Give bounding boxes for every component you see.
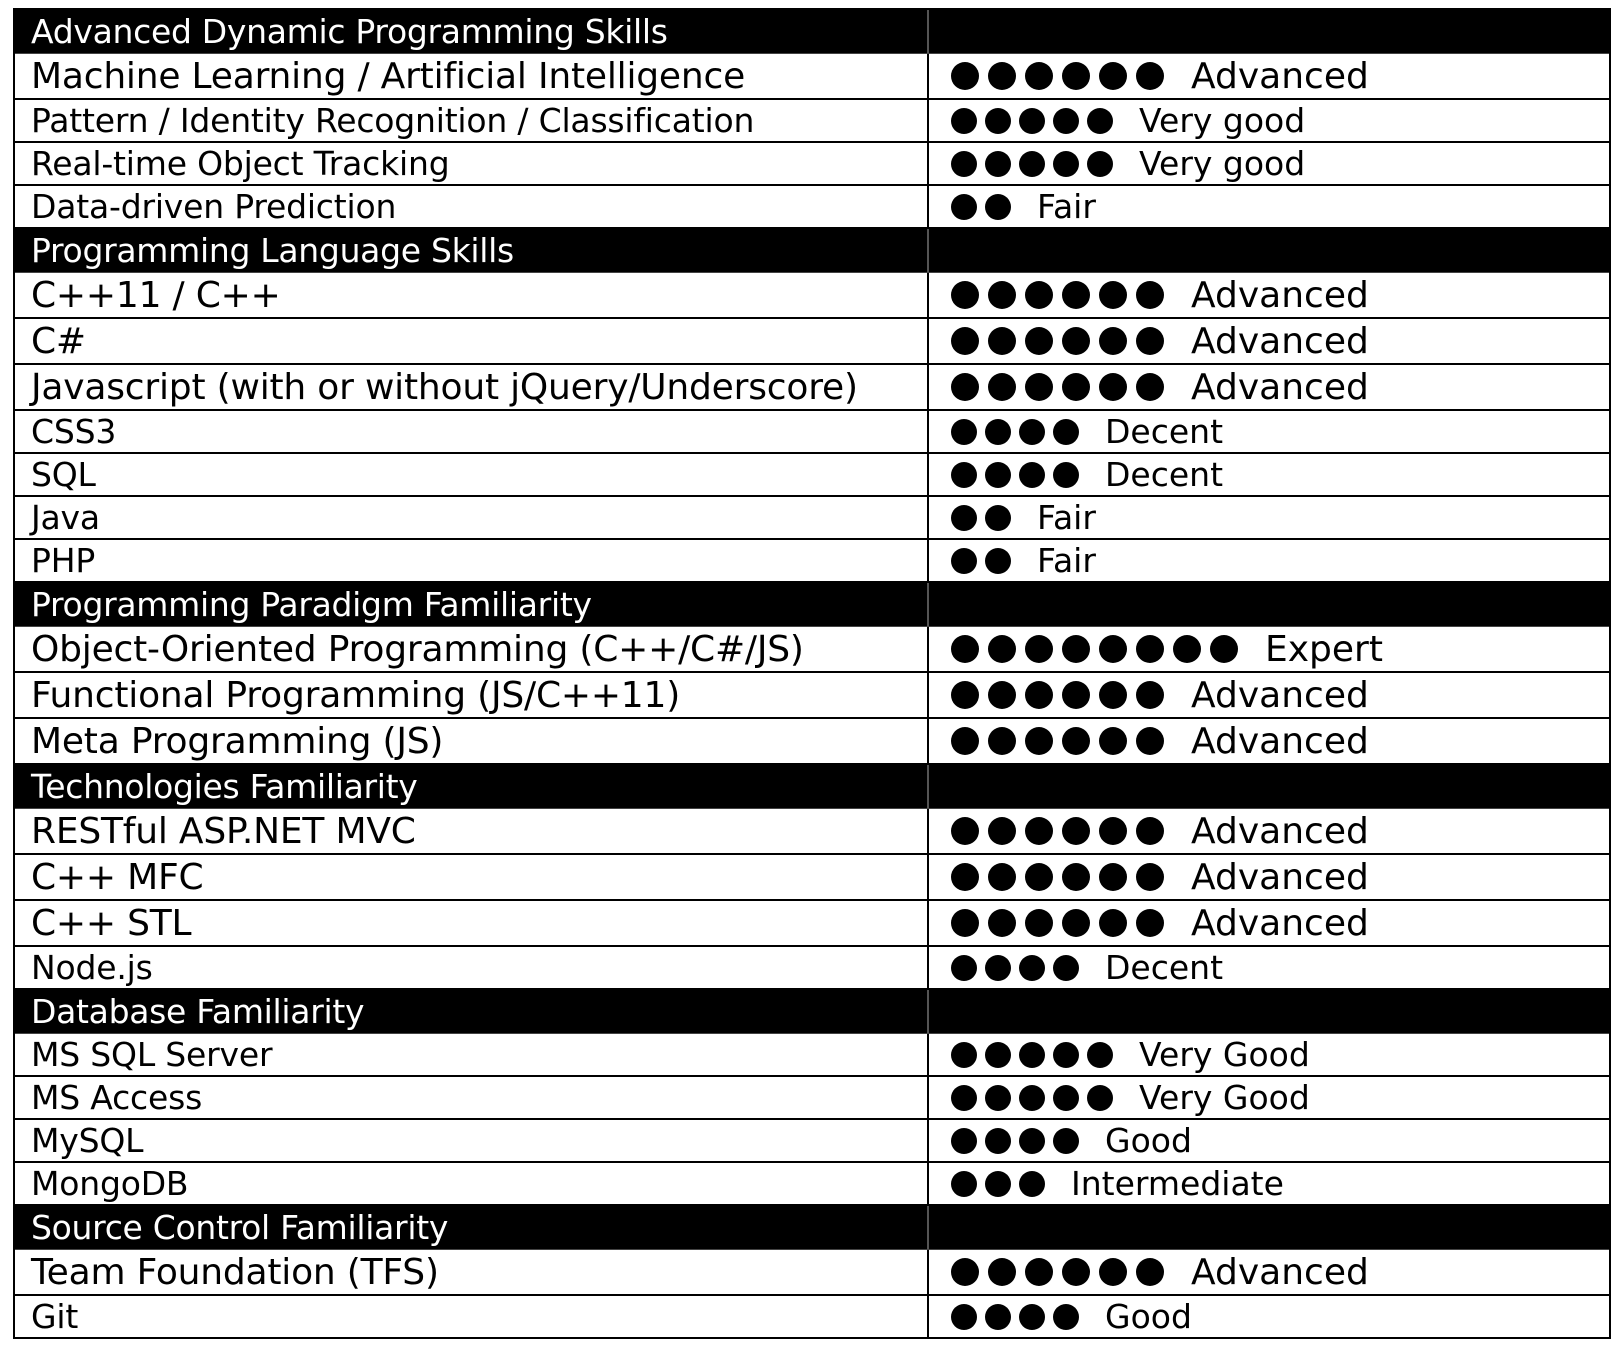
rating-dot-icon bbox=[1019, 151, 1045, 177]
skill-name: MS SQL Server bbox=[31, 1035, 273, 1074]
skill-rating-dots bbox=[951, 727, 1173, 755]
rating-dot-icon bbox=[1136, 727, 1164, 755]
section-header bbox=[15, 990, 1609, 1034]
skill-row bbox=[15, 143, 1609, 186]
rating-dot-icon bbox=[951, 194, 977, 220]
rating-dot-icon bbox=[951, 1042, 977, 1068]
skill-name: MongoDB bbox=[31, 1164, 189, 1203]
rating-dot-icon bbox=[1136, 1258, 1164, 1286]
rating-dot-icon bbox=[951, 281, 979, 309]
section-header bbox=[15, 229, 1609, 273]
skill-row bbox=[15, 627, 1609, 673]
rating-dot-icon bbox=[1099, 635, 1127, 663]
skill-name: SQL bbox=[31, 455, 96, 494]
skill-rating-dots bbox=[951, 108, 1121, 134]
skill-level: Expert bbox=[1265, 628, 1383, 670]
section-title: Database Familiarity bbox=[31, 992, 365, 1031]
skill-row bbox=[15, 1296, 1609, 1339]
rating-dot-icon bbox=[1053, 1304, 1079, 1330]
rating-dot-icon bbox=[988, 817, 1016, 845]
skill-level: Decent bbox=[1105, 412, 1224, 451]
rating-dot-icon bbox=[1019, 462, 1045, 488]
rating-dot-icon bbox=[1062, 635, 1090, 663]
rating-dot-icon bbox=[1025, 863, 1053, 891]
skill-rating-dots bbox=[951, 327, 1173, 355]
rating-dot-icon bbox=[1025, 681, 1053, 709]
section-header bbox=[15, 1206, 1609, 1250]
skill-name: C++ MFC bbox=[31, 856, 204, 898]
rating-dot-icon bbox=[1019, 419, 1045, 445]
skill-level: Fair bbox=[1037, 541, 1096, 580]
skill-rating-dots bbox=[951, 419, 1087, 445]
skill-name: MySQL bbox=[31, 1121, 144, 1160]
rating-dot-icon bbox=[951, 817, 979, 845]
skill-rating-dots bbox=[951, 194, 1019, 220]
rating-dot-icon bbox=[1099, 681, 1127, 709]
skill-rating-dots bbox=[951, 863, 1173, 891]
skill-row bbox=[15, 809, 1609, 855]
skill-level: Advanced bbox=[1191, 810, 1369, 852]
skill-row bbox=[15, 719, 1609, 765]
skill-rating-dots bbox=[951, 1042, 1121, 1068]
rating-dot-icon bbox=[951, 462, 977, 488]
rating-dot-icon bbox=[1025, 62, 1053, 90]
skill-row bbox=[15, 947, 1609, 990]
rating-dot-icon bbox=[1025, 727, 1053, 755]
skill-row bbox=[15, 319, 1609, 365]
section-header bbox=[15, 10, 1609, 54]
rating-dot-icon bbox=[1136, 281, 1164, 309]
rating-dot-icon bbox=[951, 1258, 979, 1286]
rating-dot-icon bbox=[985, 419, 1011, 445]
section-title: Source Control Familiarity bbox=[31, 1208, 449, 1247]
skill-rating-dots bbox=[951, 1171, 1053, 1197]
rating-dot-icon bbox=[1062, 281, 1090, 309]
skill-row bbox=[15, 273, 1609, 319]
rating-dot-icon bbox=[1136, 681, 1164, 709]
skill-name: C++ STL bbox=[31, 902, 192, 944]
rating-dot-icon bbox=[1099, 373, 1127, 401]
rating-dot-icon bbox=[951, 1085, 977, 1111]
skill-level: Advanced bbox=[1191, 320, 1369, 362]
rating-dot-icon bbox=[1099, 1258, 1127, 1286]
skill-name: Functional Programming (JS/C++11) bbox=[31, 674, 681, 716]
skill-name: Data-driven Prediction bbox=[31, 187, 397, 226]
skill-level: Intermediate bbox=[1071, 1164, 1284, 1203]
rating-dot-icon bbox=[1053, 108, 1079, 134]
skill-level: Very Good bbox=[1139, 1035, 1310, 1074]
rating-dot-icon bbox=[1053, 462, 1079, 488]
skill-name: Team Foundation (TFS) bbox=[31, 1251, 439, 1293]
rating-dot-icon bbox=[1019, 108, 1045, 134]
rating-dot-icon bbox=[1019, 955, 1045, 981]
skill-row bbox=[15, 1034, 1609, 1077]
skill-name: Javascript (with or without jQuery/Underscore) bbox=[31, 366, 858, 408]
skill-level: Very Good bbox=[1139, 1078, 1310, 1117]
section-title: Programming Language Skills bbox=[31, 231, 514, 270]
rating-dot-icon bbox=[951, 1171, 977, 1197]
skill-row bbox=[15, 1250, 1609, 1296]
rating-dot-icon bbox=[1019, 1042, 1045, 1068]
rating-dot-icon bbox=[1173, 635, 1201, 663]
skill-row bbox=[15, 540, 1609, 583]
rating-dot-icon bbox=[988, 727, 1016, 755]
skill-level: Advanced bbox=[1191, 1251, 1369, 1293]
rating-dot-icon bbox=[1136, 817, 1164, 845]
skill-rating-dots bbox=[951, 281, 1173, 309]
rating-dot-icon bbox=[1025, 281, 1053, 309]
rating-dot-icon bbox=[1099, 817, 1127, 845]
rating-dot-icon bbox=[1019, 1128, 1045, 1154]
rating-dot-icon bbox=[988, 62, 1016, 90]
section-header bbox=[15, 583, 1609, 627]
rating-dot-icon bbox=[1053, 1085, 1079, 1111]
rating-dot-icon bbox=[1025, 817, 1053, 845]
rating-dot-icon bbox=[1062, 909, 1090, 937]
rating-dot-icon bbox=[951, 62, 979, 90]
skill-rating-dots bbox=[951, 817, 1173, 845]
skill-name: RESTful ASP.NET MVC bbox=[31, 810, 416, 852]
skill-level: Decent bbox=[1105, 948, 1224, 987]
skill-name: Java bbox=[31, 498, 100, 537]
skill-row bbox=[15, 1077, 1609, 1120]
rating-dot-icon bbox=[985, 1042, 1011, 1068]
skill-name: Pattern / Identity Recognition / Classification bbox=[31, 101, 755, 140]
rating-dot-icon bbox=[988, 1258, 1016, 1286]
rating-dot-icon bbox=[1136, 62, 1164, 90]
rating-dot-icon bbox=[988, 909, 1016, 937]
rating-dot-icon bbox=[951, 863, 979, 891]
rating-dot-icon bbox=[1087, 151, 1113, 177]
skill-name: Machine Learning / Artificial Intelligence bbox=[31, 55, 746, 97]
rating-dot-icon bbox=[1053, 151, 1079, 177]
skill-name: Node.js bbox=[31, 948, 153, 987]
skill-name: CSS3 bbox=[31, 412, 117, 451]
rating-dot-icon bbox=[988, 635, 1016, 663]
rating-dot-icon bbox=[1087, 1042, 1113, 1068]
rating-dot-icon bbox=[1053, 1128, 1079, 1154]
rating-dot-icon bbox=[951, 635, 979, 663]
rating-dot-icon bbox=[1019, 1085, 1045, 1111]
rating-dot-icon bbox=[1099, 62, 1127, 90]
rating-dot-icon bbox=[1099, 863, 1127, 891]
skill-name: Meta Programming (JS) bbox=[31, 720, 444, 762]
skill-level: Advanced bbox=[1191, 274, 1369, 316]
rating-dot-icon bbox=[1025, 635, 1053, 663]
rating-dot-icon bbox=[951, 548, 977, 574]
rating-dot-icon bbox=[988, 327, 1016, 355]
skill-name: PHP bbox=[31, 541, 96, 580]
rating-dot-icon bbox=[1053, 1042, 1079, 1068]
rating-dot-icon bbox=[951, 909, 979, 937]
skill-row bbox=[15, 365, 1609, 411]
skill-row bbox=[15, 901, 1609, 947]
rating-dot-icon bbox=[951, 327, 979, 355]
skill-row bbox=[15, 186, 1609, 229]
skill-rating-dots bbox=[951, 373, 1173, 401]
skill-name: Git bbox=[31, 1297, 79, 1336]
rating-dot-icon bbox=[1062, 681, 1090, 709]
skill-name: C# bbox=[31, 320, 86, 362]
rating-dot-icon bbox=[1136, 373, 1164, 401]
rating-dot-icon bbox=[985, 955, 1011, 981]
rating-dot-icon bbox=[1025, 327, 1053, 355]
rating-dot-icon bbox=[985, 1085, 1011, 1111]
skill-rating-dots bbox=[951, 1085, 1121, 1111]
rating-dot-icon bbox=[951, 419, 977, 445]
skill-level: Advanced bbox=[1191, 856, 1369, 898]
skill-rating-dots bbox=[951, 62, 1173, 90]
rating-dot-icon bbox=[1136, 635, 1164, 663]
rating-dot-icon bbox=[951, 1128, 977, 1154]
rating-dot-icon bbox=[951, 151, 977, 177]
rating-dot-icon bbox=[1099, 909, 1127, 937]
rating-dot-icon bbox=[1062, 727, 1090, 755]
rating-dot-icon bbox=[1087, 108, 1113, 134]
rating-dot-icon bbox=[988, 373, 1016, 401]
skill-level: Advanced bbox=[1191, 674, 1369, 716]
rating-dot-icon bbox=[985, 108, 1011, 134]
rating-dot-icon bbox=[1025, 1258, 1053, 1286]
skill-rating-dots bbox=[951, 548, 1019, 574]
rating-dot-icon bbox=[951, 108, 977, 134]
skill-level: Good bbox=[1105, 1121, 1192, 1160]
section-header bbox=[15, 765, 1609, 809]
section-title: Programming Paradigm Familiarity bbox=[31, 585, 592, 624]
rating-dot-icon bbox=[1019, 1304, 1045, 1330]
skill-rating-dots bbox=[951, 955, 1087, 981]
rating-dot-icon bbox=[951, 955, 977, 981]
skill-rating-dots bbox=[951, 909, 1173, 937]
rating-dot-icon bbox=[1062, 373, 1090, 401]
skill-level: Advanced bbox=[1191, 55, 1369, 97]
rating-dot-icon bbox=[951, 1304, 977, 1330]
rating-dot-icon bbox=[1019, 1171, 1045, 1197]
rating-dot-icon bbox=[988, 863, 1016, 891]
rating-dot-icon bbox=[985, 194, 1011, 220]
skill-level: Advanced bbox=[1191, 720, 1369, 762]
rating-dot-icon bbox=[1099, 727, 1127, 755]
rating-dot-icon bbox=[985, 1128, 1011, 1154]
rating-dot-icon bbox=[985, 1171, 1011, 1197]
skill-rating-dots bbox=[951, 505, 1019, 531]
skills-table bbox=[13, 8, 1611, 1339]
rating-dot-icon bbox=[988, 681, 1016, 709]
skill-row bbox=[15, 411, 1609, 454]
skill-name: MS Access bbox=[31, 1078, 203, 1117]
rating-dot-icon bbox=[1062, 327, 1090, 355]
section-title: Advanced Dynamic Programming Skills bbox=[31, 12, 668, 51]
rating-dot-icon bbox=[1210, 635, 1238, 663]
rating-dot-icon bbox=[1053, 419, 1079, 445]
rating-dot-icon bbox=[985, 462, 1011, 488]
rating-dot-icon bbox=[1099, 327, 1127, 355]
skill-rating-dots bbox=[951, 151, 1121, 177]
skill-rating-dots bbox=[951, 681, 1173, 709]
rating-dot-icon bbox=[1062, 1258, 1090, 1286]
skill-row bbox=[15, 497, 1609, 540]
skill-row bbox=[15, 100, 1609, 143]
skill-name: Real-time Object Tracking bbox=[31, 144, 450, 183]
rating-dot-icon bbox=[951, 681, 979, 709]
skill-rating-dots bbox=[951, 635, 1247, 663]
skill-level: Fair bbox=[1037, 187, 1096, 226]
skill-rating-dots bbox=[951, 1304, 1087, 1330]
skill-level: Advanced bbox=[1191, 902, 1369, 944]
rating-dot-icon bbox=[1062, 817, 1090, 845]
rating-dot-icon bbox=[985, 548, 1011, 574]
skill-name: C++11 / C++ bbox=[31, 274, 281, 316]
rating-dot-icon bbox=[1099, 281, 1127, 309]
section-title: Technologies Familiarity bbox=[31, 767, 418, 806]
skill-name: Object-Oriented Programming (C++/C#/JS) bbox=[31, 628, 804, 670]
rating-dot-icon bbox=[985, 151, 1011, 177]
skill-row bbox=[15, 454, 1609, 497]
rating-dot-icon bbox=[951, 727, 979, 755]
skill-row bbox=[15, 1163, 1609, 1206]
rating-dot-icon bbox=[951, 373, 979, 401]
rating-dot-icon bbox=[1053, 955, 1079, 981]
rating-dot-icon bbox=[985, 1304, 1011, 1330]
skill-level: Advanced bbox=[1191, 366, 1369, 408]
skill-rating-dots bbox=[951, 462, 1087, 488]
skill-level: Fair bbox=[1037, 498, 1096, 537]
skill-level: Decent bbox=[1105, 455, 1224, 494]
skill-row bbox=[15, 673, 1609, 719]
skill-row bbox=[15, 1120, 1609, 1163]
rating-dot-icon bbox=[1136, 909, 1164, 937]
skill-row bbox=[15, 855, 1609, 901]
skill-level: Very good bbox=[1139, 101, 1306, 140]
rating-dot-icon bbox=[1025, 909, 1053, 937]
rating-dot-icon bbox=[1087, 1085, 1113, 1111]
skill-rating-dots bbox=[951, 1258, 1173, 1286]
rating-dot-icon bbox=[1136, 863, 1164, 891]
skill-row bbox=[15, 54, 1609, 100]
rating-dot-icon bbox=[1062, 863, 1090, 891]
skill-rating-dots bbox=[951, 1128, 1087, 1154]
rating-dot-icon bbox=[1062, 62, 1090, 90]
rating-dot-icon bbox=[985, 505, 1011, 531]
rating-dot-icon bbox=[988, 281, 1016, 309]
skill-level: Very good bbox=[1139, 144, 1306, 183]
skill-level: Good bbox=[1105, 1297, 1192, 1336]
rating-dot-icon bbox=[951, 505, 977, 531]
rating-dot-icon bbox=[1136, 327, 1164, 355]
rating-dot-icon bbox=[1025, 373, 1053, 401]
